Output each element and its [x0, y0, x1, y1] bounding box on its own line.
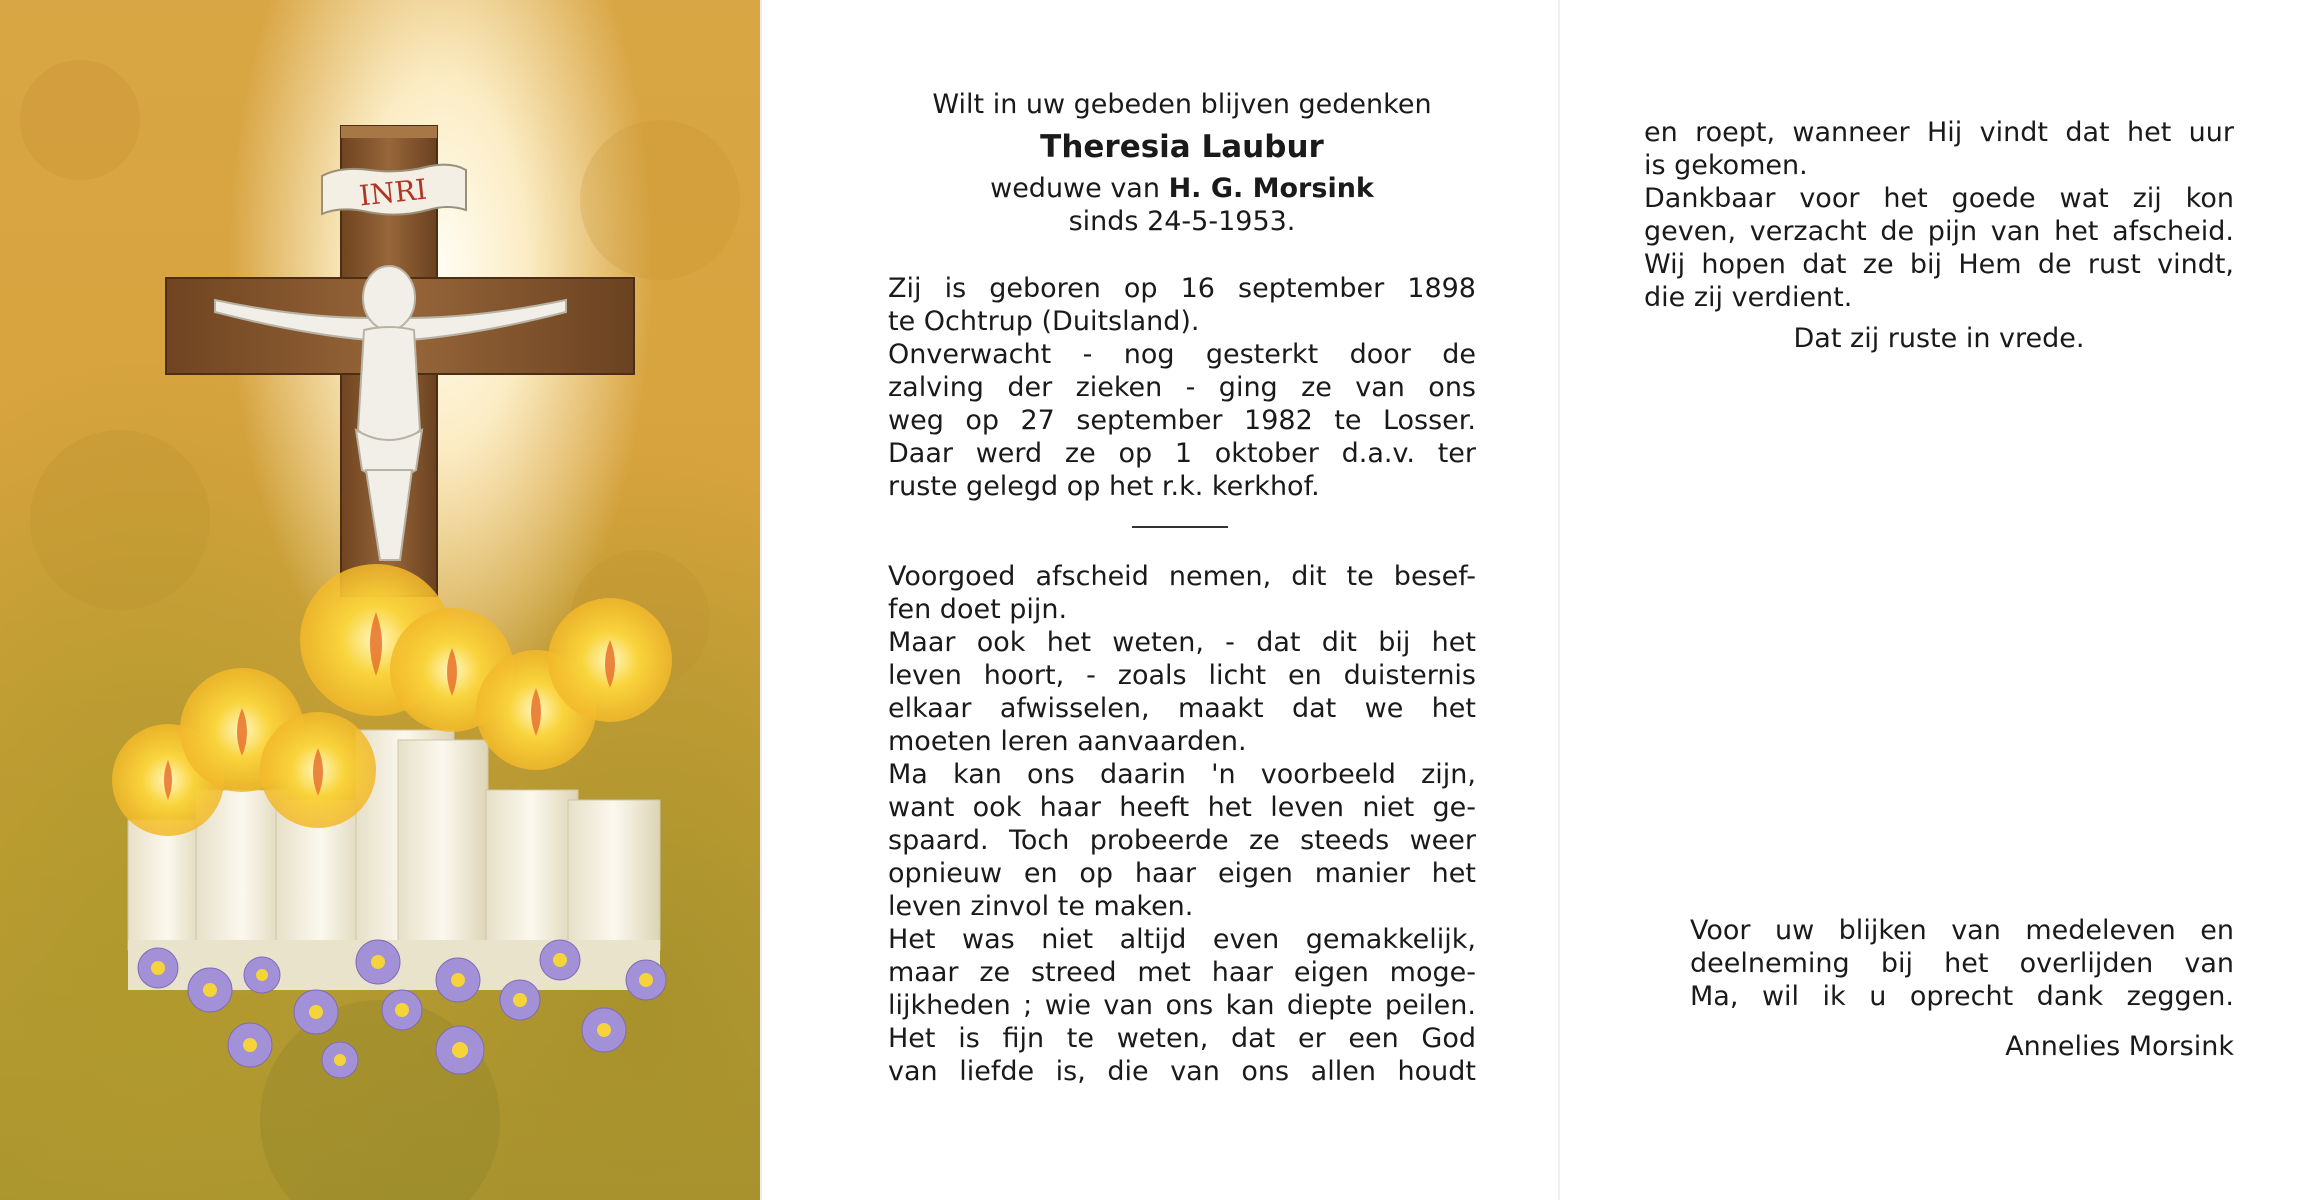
crucifix-with-candles-illustration [0, 0, 760, 1200]
meditation-line: Maar ook het weten, - dat dit bij het [888, 627, 1476, 658]
meditation-line: maar ze streed met haar eigen moge- [888, 957, 1476, 988]
inri-label: INRI [357, 172, 429, 213]
middle-text-panel [796, 0, 1556, 1200]
continuation-block [1644, 116, 2234, 314]
continuation-line: en roept, wanneer Hij vindt dat het uur [1644, 117, 2234, 148]
biography-line: te Ochtrup (Duitsland). [888, 306, 1200, 337]
thanks-line: deelneming bij het overlijden van [1690, 948, 2234, 979]
biography-line: Onverwacht - nog gesterkt door de [888, 339, 1476, 370]
corpus-figure [215, 266, 566, 560]
meditation-line: van liefde is, die van ons allen houdt [888, 1056, 1476, 1087]
biography-line: zalving der zieken - ging ze van ons [888, 372, 1476, 403]
thanks-line: Voor uw blijken van medeleven en [1690, 915, 2234, 946]
devotional-image-panel [0, 0, 760, 1200]
biography-line: Zij is geboren op 16 september 1898 [888, 273, 1476, 304]
deceased-name: Theresia Laubur [1040, 129, 1324, 165]
since-line: sinds 24-5-1953. [1068, 206, 1296, 237]
signature-block [1690, 1030, 2234, 1063]
biography-line: weg op 27 september 1982 te Losser. [888, 405, 1476, 436]
section-divider [1132, 526, 1228, 528]
inri-scroll [322, 165, 466, 215]
meditation-line: opnieuw en op haar eigen manier het [888, 858, 1476, 889]
continuation-line: Dankbaar voor het goede wat zij kon [1644, 183, 2234, 214]
closing-line: Dat zij ruste in vrede. [1793, 323, 2085, 354]
spouse-name: H. G. Morsink [1168, 173, 1374, 204]
thanks-line: Ma, wil ik u oprecht dank zeggen. [1690, 981, 2234, 1012]
continuation-line: die zij verdient. [1644, 282, 1853, 313]
intro-line: Wilt in uw gebeden blijven gedenken [932, 89, 1432, 120]
meditation-line: Het was niet altijd even gemakkelijk, [888, 924, 1476, 955]
meditation-line: moeten leren aanvaarden. [888, 726, 1247, 757]
meditation-line: leven zinvol te maken. [888, 891, 1194, 922]
signature: Annelies Morsink [2005, 1031, 2234, 1062]
meditation-line: fen doet pijn. [888, 594, 1068, 625]
meditation-line: Ma kan ons daarin 'n voorbeeld zijn, [888, 759, 1476, 790]
meditation-line: want ook haar heeft het leven niet ge- [888, 792, 1476, 823]
continuation-line: is gekomen. [1644, 150, 1808, 181]
biography-line: ruste gelegd op het r.k. kerkhof. [888, 471, 1320, 502]
widow-line [888, 172, 1476, 205]
right-text-panel [1562, 0, 2298, 1200]
card-fold [1558, 0, 1560, 1200]
meditation-line: lijkheden ; wie van ons kan diepte peilen. [888, 990, 1476, 1021]
meditation-block [888, 560, 1476, 1088]
biography-block [888, 272, 1476, 503]
meditation-line: elkaar afwisselen, maakt dat we het [888, 693, 1476, 724]
header-block [888, 88, 1476, 238]
meditation-line: spaard. Toch probeerde ze steeds weer [888, 825, 1476, 856]
card-gap [760, 0, 798, 1200]
meditation-line: leven hoort, - zoals licht en duisternis [888, 660, 1476, 691]
widow-prefix: weduwe van [990, 173, 1160, 204]
meditation-line: Voorgoed afscheid nemen, dit te besef- [888, 561, 1476, 592]
continuation-line: Wij hopen dat ze bij Hem de rust vindt, [1644, 249, 2234, 280]
thanks-block [1690, 914, 2234, 1013]
closing-block [1644, 322, 2234, 355]
biography-line: Daar werd ze op 1 oktober d.a.v. ter [888, 438, 1476, 469]
meditation-line: Het is fijn te weten, dat er een God [888, 1023, 1476, 1054]
continuation-line: geven, verzacht de pijn van het afscheid. [1644, 216, 2234, 247]
